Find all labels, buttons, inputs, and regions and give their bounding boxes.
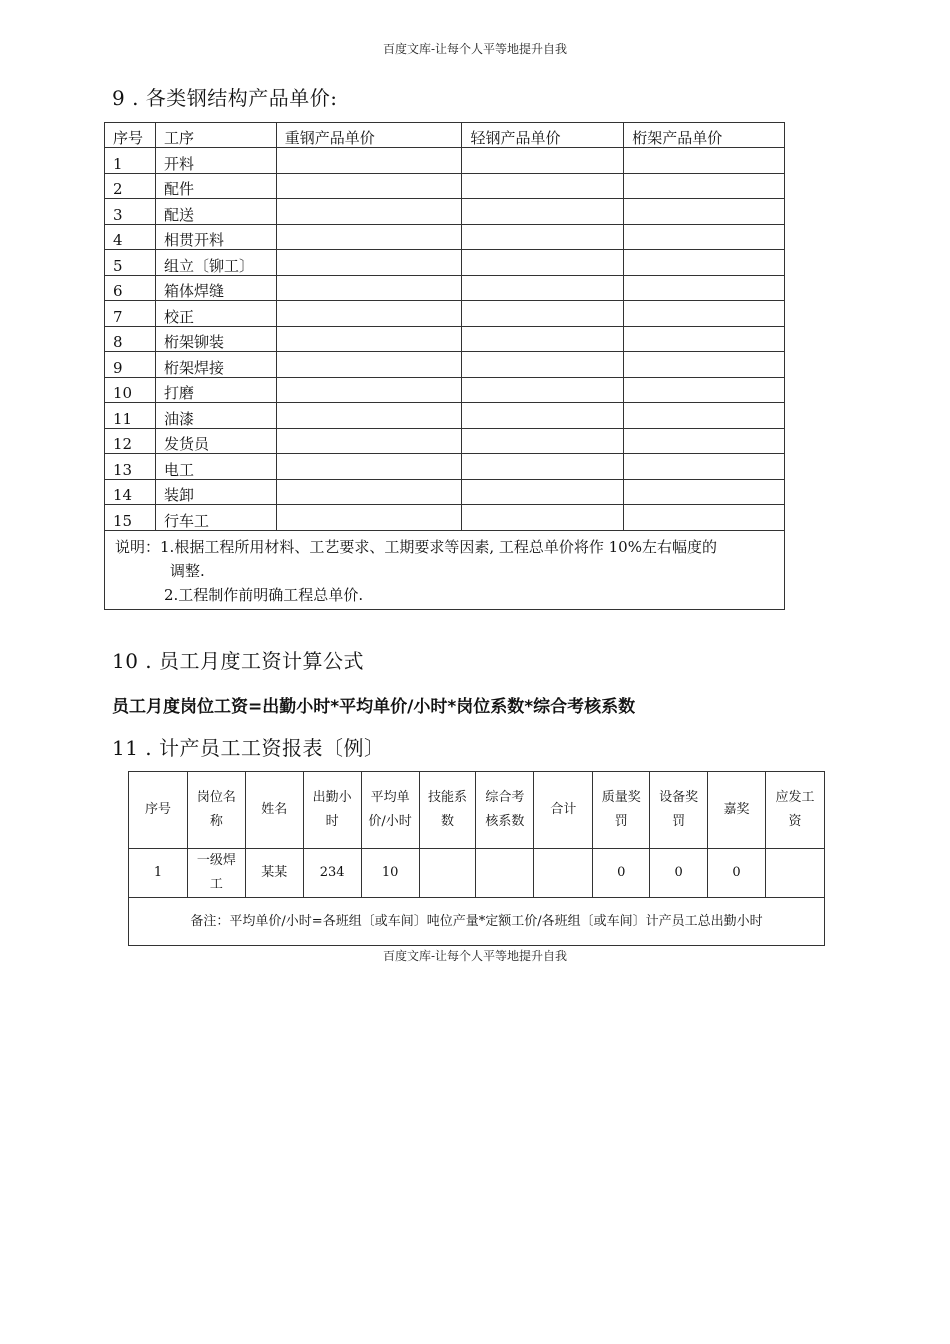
row-process: 打磨 — [155, 377, 276, 403]
notes-label: 说明： — [115, 537, 161, 556]
note-1 — [115, 535, 778, 583]
cell-empty — [276, 428, 462, 454]
cell-empty — [624, 224, 785, 250]
cell-empty — [624, 403, 785, 429]
cell-empty — [462, 224, 624, 250]
cell-empty — [624, 505, 785, 531]
row-process: 油漆 — [155, 403, 276, 429]
cell-empty — [624, 275, 785, 301]
row-no: 9 — [105, 352, 156, 378]
row-process: 校正 — [155, 301, 276, 327]
col-header-payable: 应发工资 — [766, 772, 825, 849]
row-no: 1 — [105, 148, 156, 174]
col-header-name: 姓名 — [245, 772, 303, 849]
cell-empty — [276, 326, 462, 352]
col-header-no: 序号 — [105, 123, 156, 148]
table-row — [105, 275, 785, 301]
cell-empty — [462, 199, 624, 225]
cell-empty — [276, 250, 462, 276]
cell-empty — [276, 479, 462, 505]
cell-empty — [624, 352, 785, 378]
row-no: 7 — [105, 301, 156, 327]
note-1-text — [160, 535, 717, 583]
row-no: 4 — [105, 224, 156, 250]
row-process: 桁架焊接 — [155, 352, 276, 378]
col-header-assessment: 综合考核系数 — [476, 772, 534, 849]
col-header-hours: 出勤小时 — [303, 772, 361, 849]
table-row — [105, 403, 785, 429]
table-row — [105, 326, 785, 352]
salary-formula: 员工月度岗位工资=出勤小时*平均单价/小时*岗位系数*综合考核系数 — [112, 697, 636, 717]
table-row — [105, 479, 785, 505]
cell-empty — [624, 173, 785, 199]
remark-cell: 备注：平均单价/小时=各班组〔或车间〕吨位产量*定额工价/各班组〔或车间〕计产员工总出勤小时 — [129, 898, 825, 946]
cell-empty — [276, 377, 462, 403]
cell-empty — [462, 377, 624, 403]
row-process: 箱体焊缝 — [155, 275, 276, 301]
cell-empty — [624, 479, 785, 505]
cell-skill — [419, 849, 476, 898]
row-process: 桁架铆装 — [155, 326, 276, 352]
col-header-process: 工序 — [155, 123, 276, 148]
row-process: 组立〔铆工〕 — [155, 250, 276, 276]
col-header-skill: 技能系数 — [419, 772, 476, 849]
cell-payable — [766, 849, 825, 898]
page-footer: 百度文库-让每个人平等地提升自我 — [382, 949, 568, 963]
table-row — [105, 148, 785, 174]
row-no: 8 — [105, 326, 156, 352]
salary-report-table — [128, 771, 825, 946]
table-row — [105, 352, 785, 378]
cell-avg-price: 10 — [361, 849, 419, 898]
col-header-equipment: 设备奖罚 — [650, 772, 708, 849]
section10-title: 10 . 员工月度工资计算公式 — [112, 649, 365, 673]
cell-empty — [462, 403, 624, 429]
cell-empty — [462, 454, 624, 480]
cell-empty — [276, 275, 462, 301]
cell-empty — [462, 173, 624, 199]
row-no: 10 — [105, 377, 156, 403]
row-process: 行车工 — [155, 505, 276, 531]
row-no: 13 — [105, 454, 156, 480]
cell-empty — [462, 428, 624, 454]
cell-empty — [462, 479, 624, 505]
col-header-light-steel: 轻钢产品单价 — [462, 123, 624, 148]
section11-title: 11 . 计产员工工资报表〔例〕 — [112, 736, 385, 760]
note-1-line1: 1.根据工程所用材料、工艺要求、工期要求等因素, 工程总单价将作 10%左右幅度的 — [160, 537, 717, 556]
cell-empty — [276, 505, 462, 531]
row-process: 开料 — [155, 148, 276, 174]
col-header-award: 嘉奖 — [708, 772, 766, 849]
cell-name: 某某 — [245, 849, 303, 898]
cell-empty — [462, 275, 624, 301]
unit-price-table — [104, 122, 785, 610]
cell-empty — [276, 403, 462, 429]
cell-empty — [462, 326, 624, 352]
col-header-heavy-steel: 重钢产品单价 — [276, 123, 462, 148]
table-header-row — [129, 772, 825, 849]
cell-empty — [462, 148, 624, 174]
cell-no: 1 — [129, 849, 188, 898]
cell-empty — [624, 301, 785, 327]
cell-quality: 0 — [593, 849, 650, 898]
cell-empty — [624, 250, 785, 276]
table-row — [105, 505, 785, 531]
cell-hours: 234 — [303, 849, 361, 898]
col-header-truss: 桁架产品单价 — [624, 123, 785, 148]
cell-empty — [276, 224, 462, 250]
cell-empty — [624, 199, 785, 225]
notes-cell — [105, 530, 785, 609]
section9-title: 9 . 各类钢结构产品单价: — [112, 86, 338, 110]
col-header-post: 岗位名称 — [187, 772, 245, 849]
cell-assessment — [476, 849, 534, 898]
table-row — [105, 224, 785, 250]
cell-empty — [462, 352, 624, 378]
cell-empty — [624, 454, 785, 480]
cell-empty — [276, 454, 462, 480]
notes-row — [105, 530, 785, 609]
cell-post: 一级焊工 — [187, 849, 245, 898]
table-row — [105, 173, 785, 199]
row-process: 发货员 — [155, 428, 276, 454]
cell-total — [534, 849, 593, 898]
table-row — [105, 301, 785, 327]
table-row — [105, 428, 785, 454]
note-2: 2.工程制作前明确工程总单价. — [164, 585, 364, 604]
cell-empty — [462, 250, 624, 276]
row-no: 14 — [105, 479, 156, 505]
cell-equipment: 0 — [650, 849, 708, 898]
cell-empty — [276, 173, 462, 199]
cell-empty — [276, 199, 462, 225]
table-row — [105, 454, 785, 480]
row-no: 6 — [105, 275, 156, 301]
row-process: 装卸 — [155, 479, 276, 505]
cell-empty — [276, 352, 462, 378]
row-process: 电工 — [155, 454, 276, 480]
row-no: 5 — [105, 250, 156, 276]
table-header-row — [105, 123, 785, 148]
page-header: 百度文库-让每个人平等地提升自我 — [382, 42, 568, 56]
row-process: 相贯开料 — [155, 224, 276, 250]
table-row — [105, 250, 785, 276]
cell-award: 0 — [708, 849, 766, 898]
cell-empty — [462, 301, 624, 327]
cell-empty — [624, 428, 785, 454]
col-header-avg-price: 平均单价/小时 — [361, 772, 419, 849]
col-header-quality: 质量奖罚 — [593, 772, 650, 849]
table-row — [129, 849, 825, 898]
row-process: 配送 — [155, 199, 276, 225]
col-header-total: 合计 — [534, 772, 593, 849]
table-row — [105, 199, 785, 225]
cell-empty — [462, 505, 624, 531]
col-header-no: 序号 — [129, 772, 188, 849]
note-1-line2: 调整. — [170, 561, 205, 580]
cell-empty — [276, 301, 462, 327]
row-no: 11 — [105, 403, 156, 429]
row-no: 2 — [105, 173, 156, 199]
row-no: 3 — [105, 199, 156, 225]
cell-empty — [624, 326, 785, 352]
row-no: 12 — [105, 428, 156, 454]
cell-empty — [276, 148, 462, 174]
table-row — [105, 377, 785, 403]
cell-empty — [624, 377, 785, 403]
remark-row — [129, 898, 825, 946]
row-no: 15 — [105, 505, 156, 531]
row-process: 配件 — [155, 173, 276, 199]
cell-empty — [624, 148, 785, 174]
